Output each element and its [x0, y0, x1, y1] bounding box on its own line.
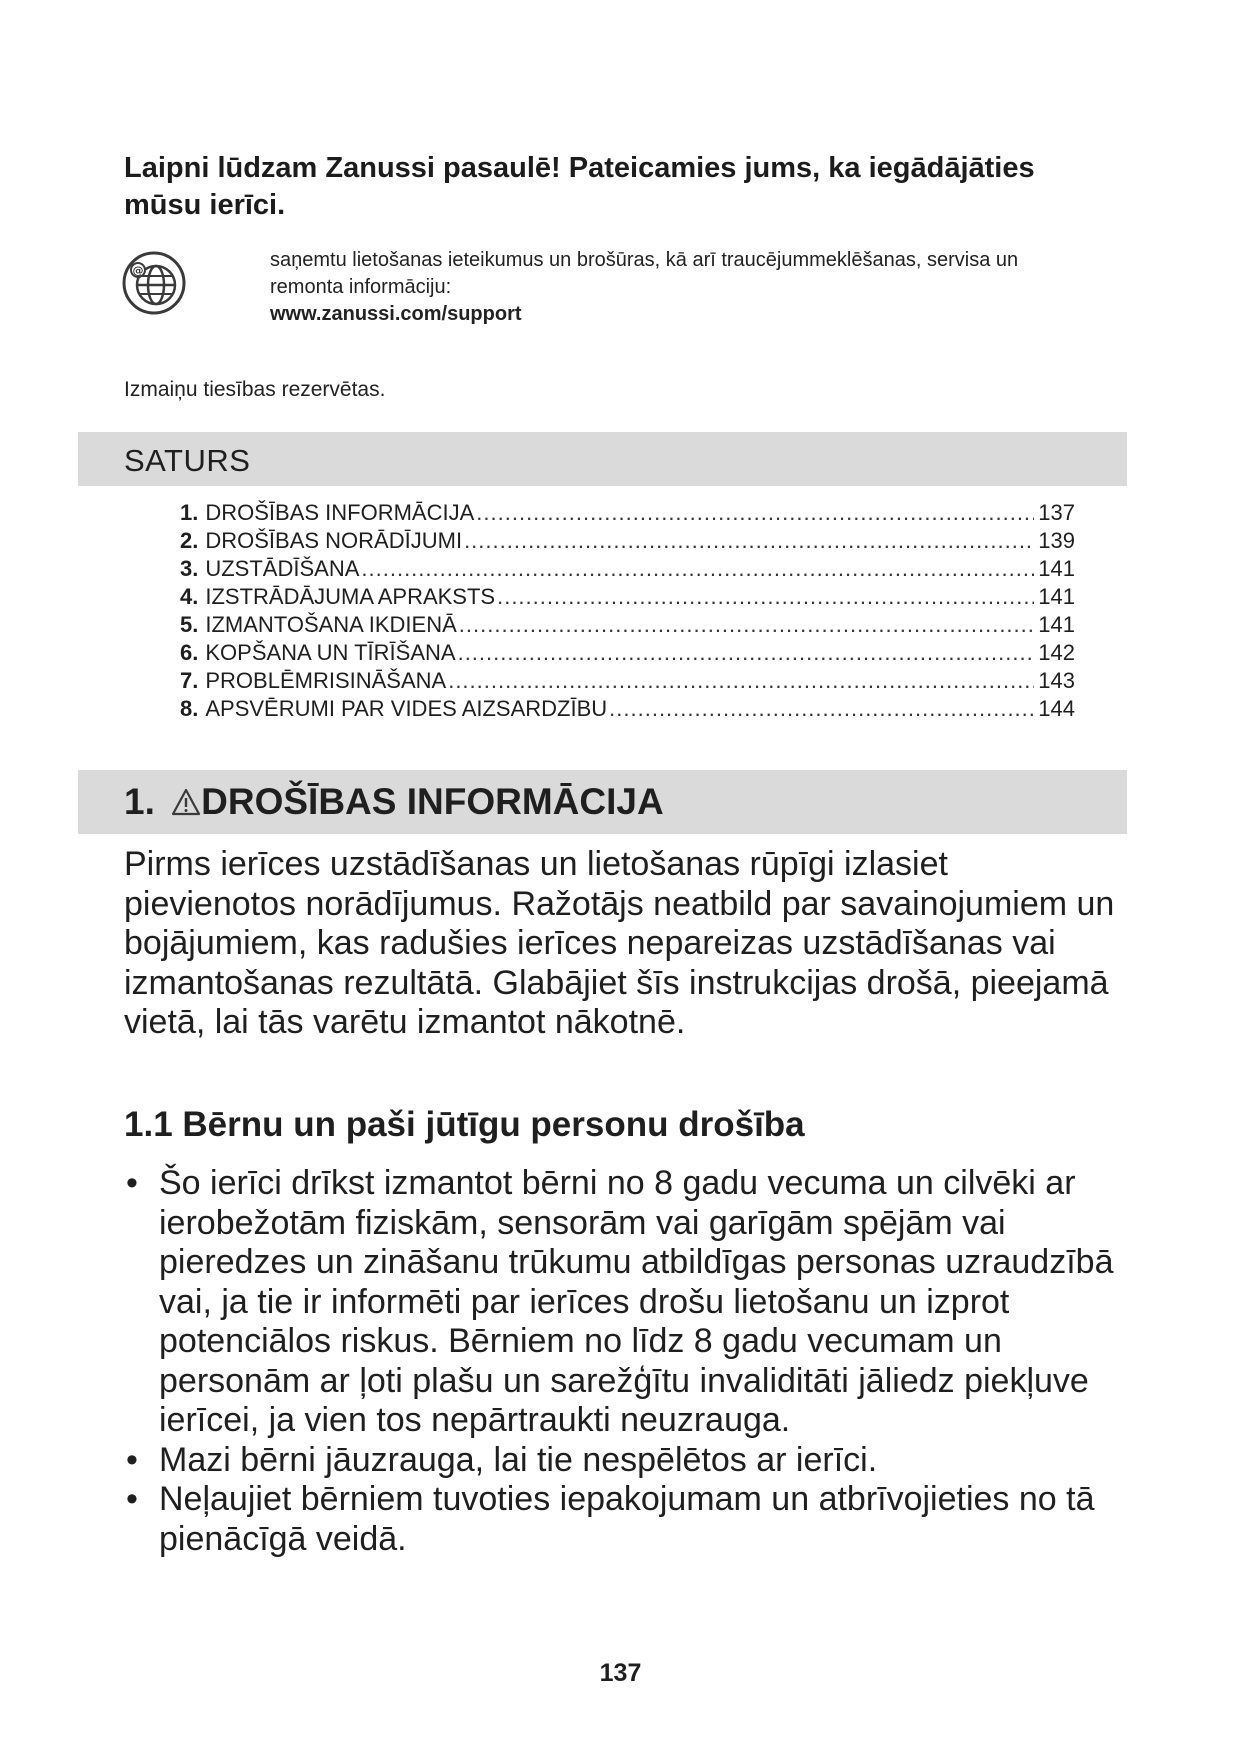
bullet-item: • Mazi bērni jāuzrauga, lai tie nespēlētos ar ierīci.	[124, 1441, 1134, 1481]
toc-leader-dots	[497, 584, 1034, 610]
section-number: 1.	[124, 781, 155, 822]
toc-item-page: 141	[1038, 584, 1075, 609]
page-number: 137	[599, 1659, 642, 1687]
toc-item[interactable]	[180, 668, 1075, 696]
toc-item-number: 8.	[180, 696, 199, 721]
toc-item-number: 1.	[180, 500, 199, 525]
intro-paragraph: Pirms ierīces uzstādīšanas un lietošanas rūpīgi izlasiet pievienotos norādījumus. Ražotājs neatbild par savainojumiem un bojājumiem, kas radušies ierīces nepareizas uzstādīšanas vai izmantošanas rezultātā. Glabājiet šīs instrukcijas drošā, pieejamā vietā, lai tās varētu izmantot nākotnē.	[124, 845, 1115, 1041]
toc-leader-dots	[459, 612, 1035, 638]
welcome-heading	[124, 150, 1104, 224]
toc-item[interactable]	[180, 500, 1075, 528]
rights-notice: Izmaiņu tiesības rezervētas.	[124, 378, 386, 401]
toc-item-label: KOPŠANA UN TĪRĪŠANA	[205, 640, 456, 665]
toc-item-page: 143	[1038, 668, 1075, 693]
toc-item[interactable]	[180, 528, 1075, 556]
bullet-item: • Neļaujiet bērniem tuvoties iepakojumam un atbrīvojieties no tā pienācīgā veidā.	[124, 1480, 1134, 1559]
toc-leader-dots	[448, 668, 1034, 694]
toc-item-label: APSVĒRUMI PAR VIDES AIZSARDZĪBU	[205, 696, 608, 721]
toc-leader-dots	[476, 500, 1034, 526]
toc-leader-dots	[458, 640, 1035, 666]
toc-item-number: 3.	[180, 556, 199, 581]
toc-item[interactable]	[180, 556, 1075, 584]
toc-item-number: 7.	[180, 668, 199, 693]
toc-item-label: IZSTRĀDĀJUMA APRAKSTS	[205, 584, 496, 609]
toc-item[interactable]	[180, 584, 1075, 612]
toc-item-number: 4.	[180, 584, 199, 609]
globe-icon	[121, 250, 187, 316]
bullet-item: • Šo ierīci drīkst izmantot bērni no 8 gadu vecuma un cilvēki ar ierobežotām fiziskām, sensorām vai garīgām spējām vai pieredzes un zināšanu trūkumu atbildīgas personas uzraudzībā vai, ja tie ir informēti par ierīces drošu lietošanu un izprot potenciālos riskus. Bērniem no līdz 8 gadu vecumam un personām ar ļoti plašu un sarežģītu invaliditāti jāliedz piekļuve ierīcei, ja vien tos nepārtraukti neuzrauga.	[124, 1164, 1134, 1441]
subsection-heading: 1.1 Bērnu un paši jūtīgu personu drošība	[124, 1105, 805, 1144]
warning-icon	[171, 788, 201, 816]
toc-item-page: 142	[1038, 640, 1075, 665]
toc-item-page: 141	[1038, 556, 1075, 581]
welcome-line-1: Laipni lūdzam Zanussi pasaulē! Pateicamies jums, ka iegādājāties	[124, 152, 1035, 184]
support-text-line-1: saņemtu lietošanas ieteikumus un brošūras, kā arī traucējummeklēšanas, servisa un	[270, 249, 1019, 271]
toc-leader-dots	[609, 696, 1034, 722]
toc-item-page: 139	[1038, 528, 1075, 553]
toc-item-label: DROŠĪBAS NORĀDĪJUMI	[205, 528, 463, 553]
section-header-bar	[78, 770, 1127, 834]
toc-leader-dots	[464, 528, 1034, 554]
toc-leader-dots	[361, 556, 1034, 582]
toc-item-page: 144	[1038, 696, 1075, 721]
toc-item[interactable]	[180, 640, 1075, 668]
support-text-line-2: remonta informāciju:	[270, 276, 452, 298]
toc-item-page: 141	[1038, 612, 1075, 637]
safety-bullet-list	[124, 1164, 1134, 1559]
toc-header-bar	[78, 432, 1127, 486]
svg-text:@: @	[132, 264, 144, 277]
support-info	[270, 247, 1120, 328]
toc-item[interactable]	[180, 696, 1075, 724]
toc-item-label: IZMANTOŠANA IKDIENĀ	[205, 612, 457, 637]
welcome-line-2: mūsu ierīci.	[124, 189, 286, 221]
toc-item[interactable]	[180, 612, 1075, 640]
toc-item-label: PROBLĒMRISINĀŠANA	[205, 668, 447, 693]
toc-item-number: 2.	[180, 528, 199, 553]
toc-item-label: DROŠĪBAS INFORMĀCIJA	[205, 500, 475, 525]
toc-item-number: 5.	[180, 612, 199, 637]
toc-item-number: 6.	[180, 640, 199, 665]
support-url-link[interactable]: www.zanussi.com/support	[270, 303, 522, 325]
section-title-text: DROŠĪBAS INFORMĀCIJA	[201, 781, 664, 822]
toc-list	[180, 500, 1075, 724]
toc-item-page: 137	[1038, 500, 1075, 525]
toc-title: SATURS	[124, 443, 251, 478]
toc-item-label: UZSTĀDĪŠANA	[205, 556, 360, 581]
section-title	[124, 781, 664, 823]
